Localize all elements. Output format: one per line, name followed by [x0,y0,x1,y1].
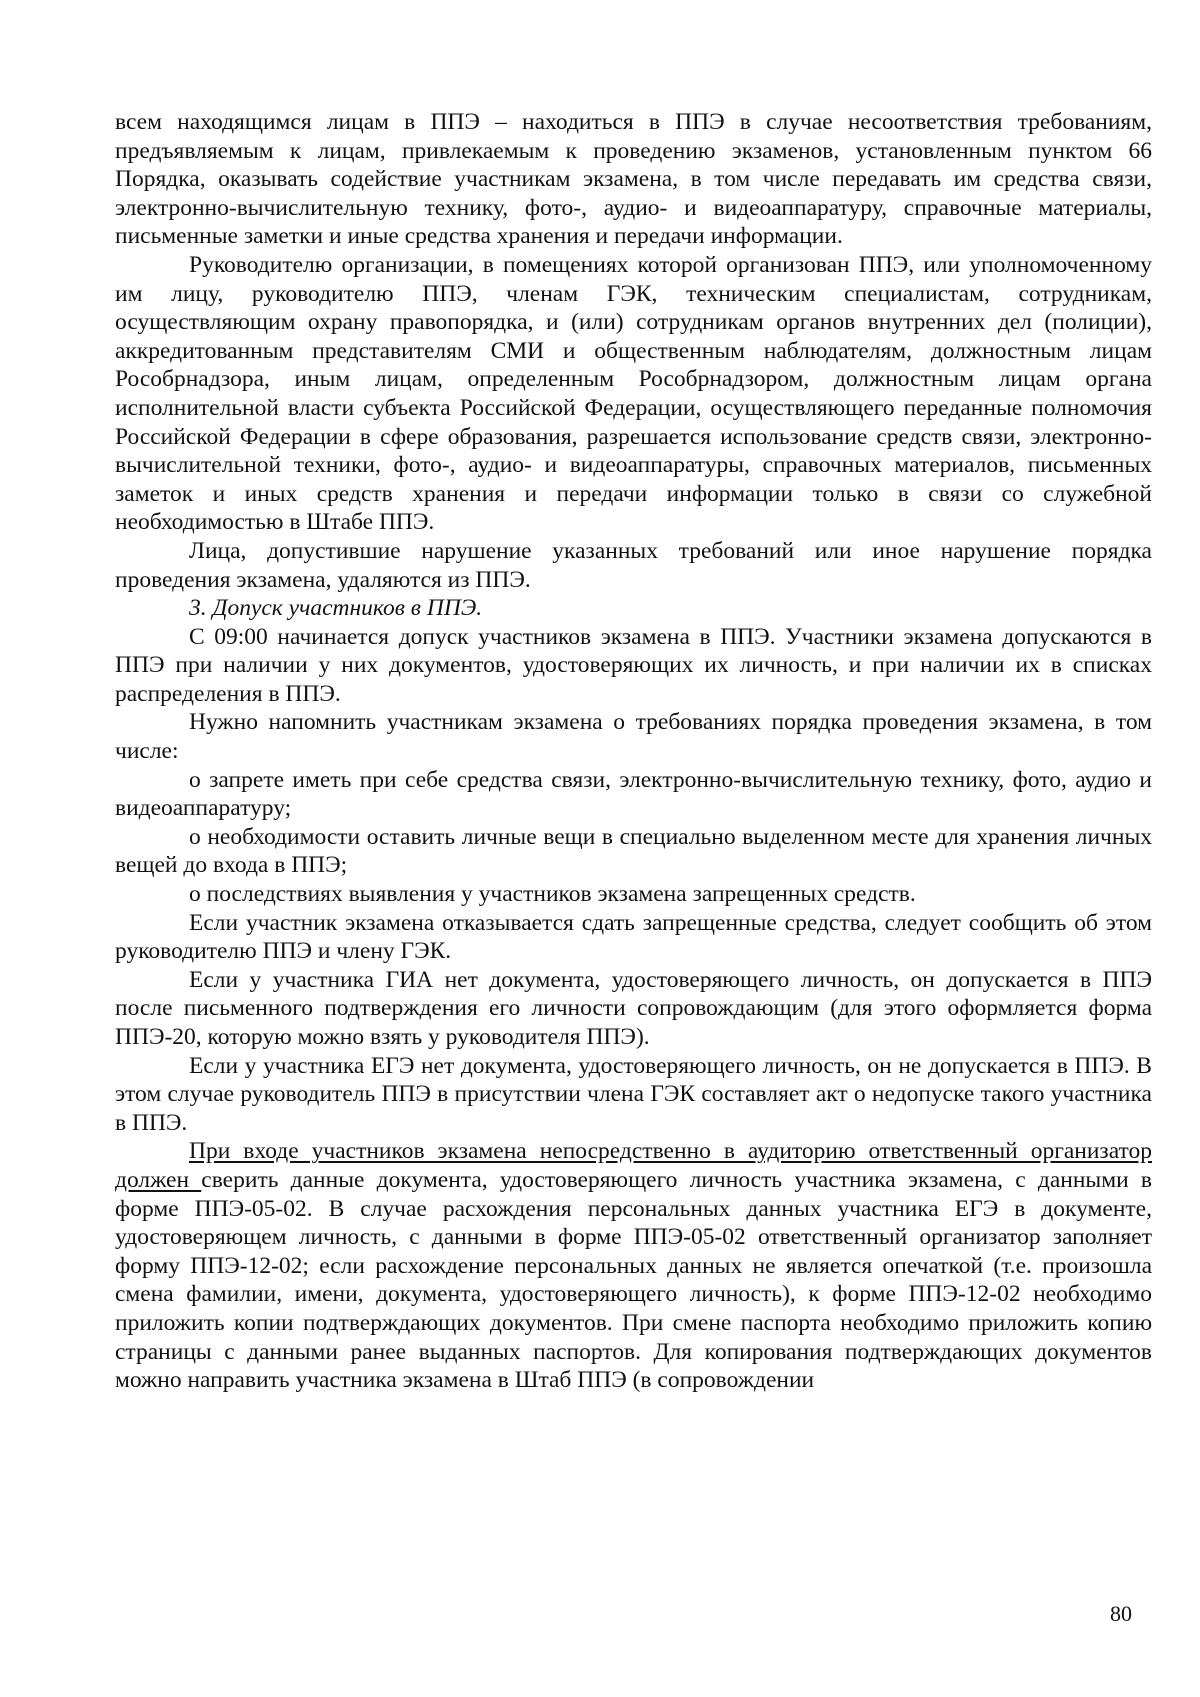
paragraph-ege-no-document: Если у участника ЕГЭ нет документа, удостоверяющего личность, он не допускается в ППЭ. В этом случае руководитель ППЭ в присутствии члена ГЭК составляет акт о недопуске такого участника в ППЭ. [115,1052,1152,1136]
paragraph-permitted-use: Руководителю организации, в помещениях которой организован ППЭ, или уполномоченному им лицу, руководителю ППЭ, членам ГЭК, техническим специалистам, сотрудникам, осуществляющим охрану правопорядка, и (или) сотрудникам органов внутренних дел (полиции), аккредитованным представителям СМИ и общественным наблюдателям, должностным лицам Рособрнадзора, иным лицам, определенным Рособрнадзором, должностным лицам органа исполнительной власти субъекта Российской Федерации, осуществляющего переданные полномочия Российской Федерации в сфере образования, разрешается использование средств связи, электронно-вычислительной техники, фото-, аудио- и видеоаппаратуры, справочных материалов, письменных заметок и иных средств хранения и передачи информации только в связи со служебной необходимостью в Штабе ППЭ. [115,251,1152,536]
section-heading-admission: 3. Допуск участников в ППЭ. [189,595,483,622]
paragraph-continued: всем находящимся лицам в ППЭ – находиться в ППЭ в случае несоответствия требованиям, предъявляемым к лицам, привлекаемым к проведению экзаменов, установленным пунктом 66 Порядка, оказывать содействие участникам экзамена, в том числе передавать им средства связи, электронно-вычислительную технику, фото-, аудио- и видеоаппаратуру, справочные материалы, письменные заметки и иные средства хранения и передачи информации. [115,109,1152,250]
paragraph-refusal: Если участник экзамена отказывается сдать запрещенные средства, следует сообщить об этом руководителю ППЭ и члену ГЭК. [115,909,1152,965]
paragraph-remind-requirements: Нужно напомнить участникам экзамена о требованиях порядка проведения экзамена, в том числе: [115,709,1152,765]
page-number: 80 [1110,1601,1132,1626]
paragraph-violators-removed: Лица, допустившие нарушение указанных требований или иное нарушение порядка проведения экзамена, удаляются из ППЭ. [115,537,1152,593]
paragraph-entrance-check [115,1137,1152,1394]
paragraph-gia-no-document: Если у участника ГИА нет документа, удостоверяющего личность, он допускается в ППЭ после письменного подтверждения его личности сопровождающим (для этого оформляется форма ППЭ-20, которую можно взять у руководителя ППЭ). [115,966,1152,1050]
list-item-personal-items: о необходимости оставить личные вещи в специально выделенном месте для хранения личных вещей до входа в ППЭ; [115,823,1152,879]
paragraph-text: сверить данные документа, удостоверяющего личность участника экзамена, с данными в форме ППЭ-05-02. В случае расхождения персональных данных участника ЕГЭ в документе, удостоверяющем личность, с данными в форме ППЭ-05-02 ответственный организатор заполняет форму ППЭ-12-02; если расхождение персональных данных не является опечаткой (т.е. произошла смена фамилии, имени, документа, удостоверяющего личность), к форме ППЭ-12-02 необходимо приложить копии подтверждающих документов. При смене паспорта необходимо приложить копию страницы с данными ранее выданных паспортов. Для копирования подтверждающих документов можно направить участника экзамена в Штаб ППЭ (в сопровождении [115,1166,1152,1394]
list-item-prohibition: о запрете иметь при себе средства связи, электронно-вычислительную технику, фото, аудио и видеоаппаратуру; [115,766,1152,822]
paragraph-admission-start: С 09:00 начинается допуск участников экзамена в ППЭ. Участники экзамена допускаются в ППЭ при наличии у них документов, удостоверяющих их личность, и при наличии их в списках распределения в ППЭ. [115,623,1152,707]
list-item-consequences: о последствиях выявления у участников экзамена запрещенных средств. [189,881,916,908]
document-body [115,108,1152,1395]
underlined-text: При входе участников экзамена непосредственно в аудиторию ответственный организатор должен [115,1138,1152,1193]
